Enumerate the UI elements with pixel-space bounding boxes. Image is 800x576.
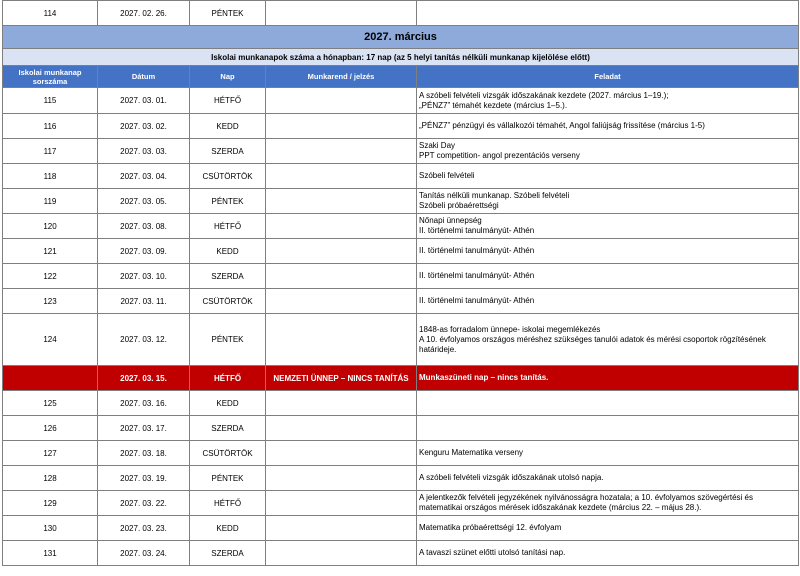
cell-day: PÉNTEK [190, 466, 266, 491]
table-row [3, 441, 799, 466]
cell-date: 2027. 03. 09. [98, 239, 190, 264]
cell-date: 2027. 03. 23. [98, 516, 190, 541]
table-row [3, 164, 799, 189]
task-line: II. történelmi tanulmányút- Athén [419, 246, 535, 255]
task-line: matematikai országos mérések időszakának kezdete (március 22. – május 28.). [419, 503, 702, 512]
table-row [3, 189, 799, 214]
cell-day: PÉNTEK [190, 189, 266, 214]
table-row [3, 264, 799, 289]
header-num: Iskolai munkanap sorszáma [3, 66, 98, 88]
cell-mode [266, 88, 417, 114]
cell-task [417, 189, 799, 214]
cell-mode [266, 114, 417, 139]
cell-day: KEDD [190, 516, 266, 541]
cell-task [417, 1, 799, 26]
cell-day: SZERDA [190, 264, 266, 289]
cell-mode [266, 541, 417, 566]
cell-day: PÉNTEK [190, 1, 266, 26]
cell-day: KEDD [190, 114, 266, 139]
cell-task [417, 239, 799, 264]
task-line: Szaki Day [419, 141, 456, 150]
cell-mode [266, 214, 417, 239]
cell-date: 2027. 03. 02. [98, 114, 190, 139]
header-row [3, 66, 799, 88]
header-mode: Munkarend / jelzés [266, 66, 417, 88]
header-task: Feladat [417, 66, 799, 88]
cell-mode: NEMZETI ÜNNEP – NINCS TANÍTÁS [266, 366, 417, 391]
month-title-row [3, 26, 799, 49]
cell-num: 122 [3, 264, 98, 289]
cell-num: 120 [3, 214, 98, 239]
cell-day: SZERDA [190, 416, 266, 441]
cell-task [417, 88, 799, 114]
task-line: A jelentkezők felvételi jegyzékének nyilvánosságra hozatala; a 10. évfolyamos szövegértési és [419, 493, 753, 502]
cell-num: 116 [3, 114, 98, 139]
cell-day: PÉNTEK [190, 314, 266, 366]
cell-num: 127 [3, 441, 98, 466]
cell-task [417, 541, 799, 566]
cell-date: 2027. 03. 24. [98, 541, 190, 566]
cell-date: 2027. 02. 26. [98, 1, 190, 26]
table-row [3, 314, 799, 366]
cell-mode [266, 1, 417, 26]
cell-date: 2027. 03. 18. [98, 441, 190, 466]
cell-task [417, 289, 799, 314]
cell-day: SZERDA [190, 139, 266, 164]
table-row [3, 391, 799, 416]
cell-task [417, 366, 799, 391]
cell-mode [266, 239, 417, 264]
cell-date: 2027. 03. 05. [98, 189, 190, 214]
cell-mode [266, 264, 417, 289]
task-line: Kenguru Matematika verseny [419, 448, 524, 457]
cell-day: CSÜTÖRTÖK [190, 441, 266, 466]
cell-num [3, 366, 98, 391]
table-row [3, 416, 799, 441]
task-line: határideje. [419, 344, 457, 354]
cell-task [417, 214, 799, 239]
cell-task [417, 314, 799, 366]
cell-num: 126 [3, 416, 98, 441]
cell-task [417, 416, 799, 441]
cell-task [417, 164, 799, 189]
cell-date: 2027. 03. 11. [98, 289, 190, 314]
task-line: II. történelmi tanulmányút- Athén [419, 296, 535, 305]
table-row [3, 491, 799, 516]
cell-num: 128 [3, 466, 98, 491]
cell-day: HÉTFŐ [190, 491, 266, 516]
cell-date: 2027. 03. 04. [98, 164, 190, 189]
schedule-table [2, 0, 799, 566]
cell-num: 115 [3, 88, 98, 114]
cell-day: KEDD [190, 391, 266, 416]
task-line: II. történelmi tanulmányút- Athén [419, 226, 535, 235]
table-row [3, 289, 799, 314]
info-row [3, 49, 799, 66]
table-row [3, 516, 799, 541]
cell-num: 121 [3, 239, 98, 264]
cell-num: 119 [3, 189, 98, 214]
info-text: Iskolai munkanapok száma a hónapban: 17 nap (az 5 helyi tanítás nélküli munkanap kijelölése előtt) [3, 49, 799, 66]
cell-num: 131 [3, 541, 98, 566]
cell-task [417, 391, 799, 416]
table-row [3, 1, 799, 26]
task-line: Munkaszüneti nap – nincs tanítás. [419, 373, 549, 382]
cell-day: HÉTFŐ [190, 366, 266, 391]
cell-num: 129 [3, 491, 98, 516]
table-row [3, 139, 799, 164]
task-line: PPT competition- angol prezentációs verseny [419, 151, 580, 160]
cell-mode [266, 491, 417, 516]
task-line: Matematika próbaérettségi 12. évfolyam [419, 523, 562, 532]
table-row [3, 88, 799, 114]
cell-day: CSÜTÖRTÖK [190, 289, 266, 314]
cell-mode [266, 164, 417, 189]
cell-date: 2027. 03. 15. [98, 366, 190, 391]
task-line: II. történelmi tanulmányút- Athén [419, 271, 535, 280]
cell-mode [266, 189, 417, 214]
header-date: Dátum [98, 66, 190, 88]
cell-mode [266, 391, 417, 416]
cell-num: 123 [3, 289, 98, 314]
cell-task [417, 114, 799, 139]
cell-task [417, 466, 799, 491]
task-line: A szóbeli felvételi vizsgák időszakának kezdete (2027. március 1–19.); [419, 90, 669, 100]
cell-num: 114 [3, 1, 98, 26]
cell-mode [266, 289, 417, 314]
cell-task [417, 491, 799, 516]
cell-num: 130 [3, 516, 98, 541]
table-row [3, 239, 799, 264]
task-line: A 10. évfolyamos országos méréshez szükséges tanulói adatok és mérési csoportok rögzítésének [419, 334, 766, 344]
cell-day: CSÜTÖRTÖK [190, 164, 266, 189]
cell-date: 2027. 03. 17. [98, 416, 190, 441]
task-line: Szóbeli próbaérettségi [419, 201, 499, 210]
task-line: Nőnapi ünnepség [419, 216, 482, 225]
task-line: A szóbeli felvételi vizsgák időszakának utolsó napja. [419, 473, 604, 482]
cell-day: KEDD [190, 239, 266, 264]
table-row [3, 214, 799, 239]
task-line: Tanítás nélküli munkanap. Szóbeli felvételi [419, 191, 570, 200]
month-title: 2027. március [3, 26, 799, 49]
cell-task [417, 264, 799, 289]
cell-date: 2027. 03. 16. [98, 391, 190, 416]
cell-date: 2027. 03. 01. [98, 88, 190, 114]
cell-num: 124 [3, 314, 98, 366]
task-line: „PÉNZ7” témahét kezdete (március 1–5.). [419, 100, 568, 110]
table-row [3, 114, 799, 139]
cell-mode [266, 139, 417, 164]
cell-task [417, 441, 799, 466]
cell-num: 118 [3, 164, 98, 189]
cell-mode [266, 516, 417, 541]
cell-day: HÉTFŐ [190, 214, 266, 239]
cell-day: HÉTFŐ [190, 88, 266, 114]
cell-date: 2027. 03. 08. [98, 214, 190, 239]
task-line: Szóbeli felvételi [419, 171, 475, 180]
cell-mode [266, 314, 417, 366]
task-line: „PÉNZ7” pénzügyi és vállalkozói témahét, Angol faliújság frissítése (március 1-5) [419, 121, 705, 130]
table-row [3, 466, 799, 491]
header-day: Nap [190, 66, 266, 88]
cell-date: 2027. 03. 19. [98, 466, 190, 491]
cell-num: 117 [3, 139, 98, 164]
table-row [3, 541, 799, 566]
cell-mode [266, 466, 417, 491]
task-line: 1848-as forradalom ünnepe- iskolai megemlékezés [419, 324, 601, 334]
cell-date: 2027. 03. 03. [98, 139, 190, 164]
task-line: A tavaszi szünet előtti utolsó tanítási nap. [419, 548, 566, 557]
cell-date: 2027. 03. 10. [98, 264, 190, 289]
holiday-row [3, 366, 799, 391]
cell-date: 2027. 03. 22. [98, 491, 190, 516]
cell-mode [266, 441, 417, 466]
cell-num: 125 [3, 391, 98, 416]
cell-mode [266, 416, 417, 441]
cell-task [417, 516, 799, 541]
cell-day: SZERDA [190, 541, 266, 566]
cell-date: 2027. 03. 12. [98, 314, 190, 366]
cell-task [417, 139, 799, 164]
